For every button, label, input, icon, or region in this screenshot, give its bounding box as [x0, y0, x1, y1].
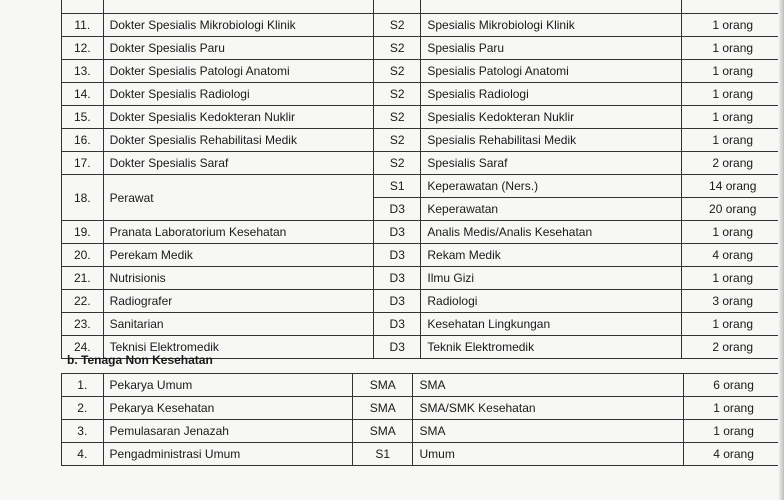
position-name: Dokter Spesialis Patologi Anatomi [103, 60, 374, 83]
row-number: 23. [62, 313, 104, 336]
position-name: Perekam Medik [103, 244, 374, 267]
row-number: 15. [62, 106, 104, 129]
staff-count: 1 orang [684, 420, 784, 443]
education-level: D3 [374, 244, 421, 267]
position-name: Dokter Spesialis Kedokteran Nuklir [103, 106, 374, 129]
study-program: Keperawatan [421, 198, 682, 221]
row-number: 21. [62, 267, 104, 290]
row-number: 3. [62, 420, 104, 443]
position-name: Dokter Spesialis Paru [103, 37, 374, 60]
study-program: Ilmu Gizi [421, 267, 682, 290]
study-program: SMA [413, 374, 684, 397]
education-level: SMA [353, 397, 413, 420]
table-row [62, 290, 784, 313]
position-name: Pekarya Umum [103, 374, 352, 397]
non-health-staff-table [61, 373, 784, 466]
study-program: SMA [413, 420, 684, 443]
position-name: Sanitarian [103, 313, 374, 336]
row-number: 12. [62, 37, 104, 60]
study-program: Spesialis Patologi Anatomi [421, 60, 682, 83]
education-level: S2 [374, 129, 421, 152]
table-row [62, 60, 784, 83]
education-level: D3 [374, 336, 421, 359]
education-level: D3 [374, 198, 421, 221]
education-level: D3 [374, 221, 421, 244]
study-program: Spesialis Kedokteran Nuklir [421, 106, 682, 129]
study-program: Spesialis Rehabilitasi Medik [421, 129, 682, 152]
table-row [62, 374, 784, 397]
table-row [62, 267, 784, 290]
table-row [62, 106, 784, 129]
study-program: Spesialis Paru [421, 37, 682, 60]
education-level: D3 [374, 313, 421, 336]
staff-count: 4 orang [684, 443, 784, 466]
education-level: S1 [374, 175, 421, 198]
staff-count: 1 orang [682, 14, 784, 37]
study-program: Spesialis Mikrobiologi Klinik [421, 14, 682, 37]
study-program: Spesialis Saraf [421, 152, 682, 175]
table-row [62, 175, 784, 198]
row-number: 19. [62, 221, 104, 244]
position-name: Dokter Spesialis Saraf [103, 152, 374, 175]
study-program: Keperawatan (Ners.) [421, 175, 682, 198]
staff-count: 1 orang [682, 83, 784, 106]
study-program: Spesialis Radiologi [421, 83, 682, 106]
study-program: Kesehatan Lingkungan [421, 313, 682, 336]
position-name: Nutrisionis [103, 267, 374, 290]
position-name: Teknisi Elektromedik [103, 336, 374, 359]
table-row [62, 313, 784, 336]
study-program: SMA/SMK Kesehatan [413, 397, 684, 420]
position-name: Radiografer [103, 290, 374, 313]
study-program: Analis Medis/Analis Kesehatan [421, 221, 682, 244]
education-level: SMA [353, 420, 413, 443]
table-row [62, 37, 784, 60]
position-name: Pemulasaran Jenazah [103, 420, 352, 443]
education-level: D3 [374, 267, 421, 290]
table-row [62, 443, 784, 466]
row-number [62, 0, 104, 14]
staff-count: 6 orang [684, 374, 784, 397]
row-number: 18. [62, 175, 104, 221]
staff-count: 1 orang [682, 221, 784, 244]
table-row [62, 221, 784, 244]
staff-count: 2 orang [682, 336, 784, 359]
row-number: 11. [62, 14, 104, 37]
position-name: Pengadministrasi Umum [103, 443, 352, 466]
education-level: S2 [374, 106, 421, 129]
section-b-title: b. Tenaga Non Kesehatan [67, 353, 213, 367]
position-name: Pranata Laboratorium Kesehatan [103, 221, 374, 244]
staff-count: 2 orang [682, 152, 784, 175]
position-name: Dokter Spesialis Rehabilitasi Medik [103, 129, 374, 152]
study-program: Umum [413, 443, 684, 466]
education-level: S2 [374, 60, 421, 83]
staff-count: 1 orang [682, 267, 784, 290]
education-level: S2 [374, 152, 421, 175]
table-row [62, 83, 784, 106]
staff-count: 1 orang [682, 60, 784, 83]
staff-count: 1 orang [682, 129, 784, 152]
row-number: 2. [62, 397, 104, 420]
staff-count: 14 orang [682, 175, 784, 198]
staff-count: 3 orang [682, 290, 784, 313]
table-row [62, 244, 784, 267]
staff-count: 1 orang [682, 313, 784, 336]
position-name: Dokter Spesialis Mikrobiologi Klinik [103, 14, 374, 37]
staff-count [682, 0, 784, 14]
row-number: 24. [62, 336, 104, 359]
health-staff-table [61, 0, 784, 359]
education-level: S1 [353, 443, 413, 466]
row-number: 13. [62, 60, 104, 83]
position-name: Dokter Spesialis Radiologi [103, 83, 374, 106]
table-row [62, 397, 784, 420]
education-level: S2 [374, 83, 421, 106]
staff-count: 1 orang [682, 37, 784, 60]
table-row [62, 129, 784, 152]
study-program [421, 0, 682, 14]
position-name: Perawat [103, 175, 374, 221]
study-program: Radiologi [421, 290, 682, 313]
education-level: S2 [374, 37, 421, 60]
education-level: S2 [374, 14, 421, 37]
position-name: Pekarya Kesehatan [103, 397, 352, 420]
education-level [374, 0, 421, 14]
study-program: Teknik Elektromedik [421, 336, 682, 359]
education-level: SMA [353, 374, 413, 397]
table-row [62, 0, 784, 14]
staff-count: 20 orang [682, 198, 784, 221]
study-program: Rekam Medik [421, 244, 682, 267]
scan-edge-shadow [778, 0, 784, 500]
staff-count: 1 orang [682, 106, 784, 129]
row-number: 22. [62, 290, 104, 313]
table-row [62, 420, 784, 443]
staff-count: 1 orang [684, 397, 784, 420]
row-number: 14. [62, 83, 104, 106]
table-row [62, 152, 784, 175]
education-level: D3 [374, 290, 421, 313]
table-row [62, 14, 784, 37]
row-number: 16. [62, 129, 104, 152]
row-number: 1. [62, 374, 104, 397]
row-number: 17. [62, 152, 104, 175]
position-name [103, 0, 374, 14]
staff-count: 4 orang [682, 244, 784, 267]
row-number: 4. [62, 443, 104, 466]
row-number: 20. [62, 244, 104, 267]
